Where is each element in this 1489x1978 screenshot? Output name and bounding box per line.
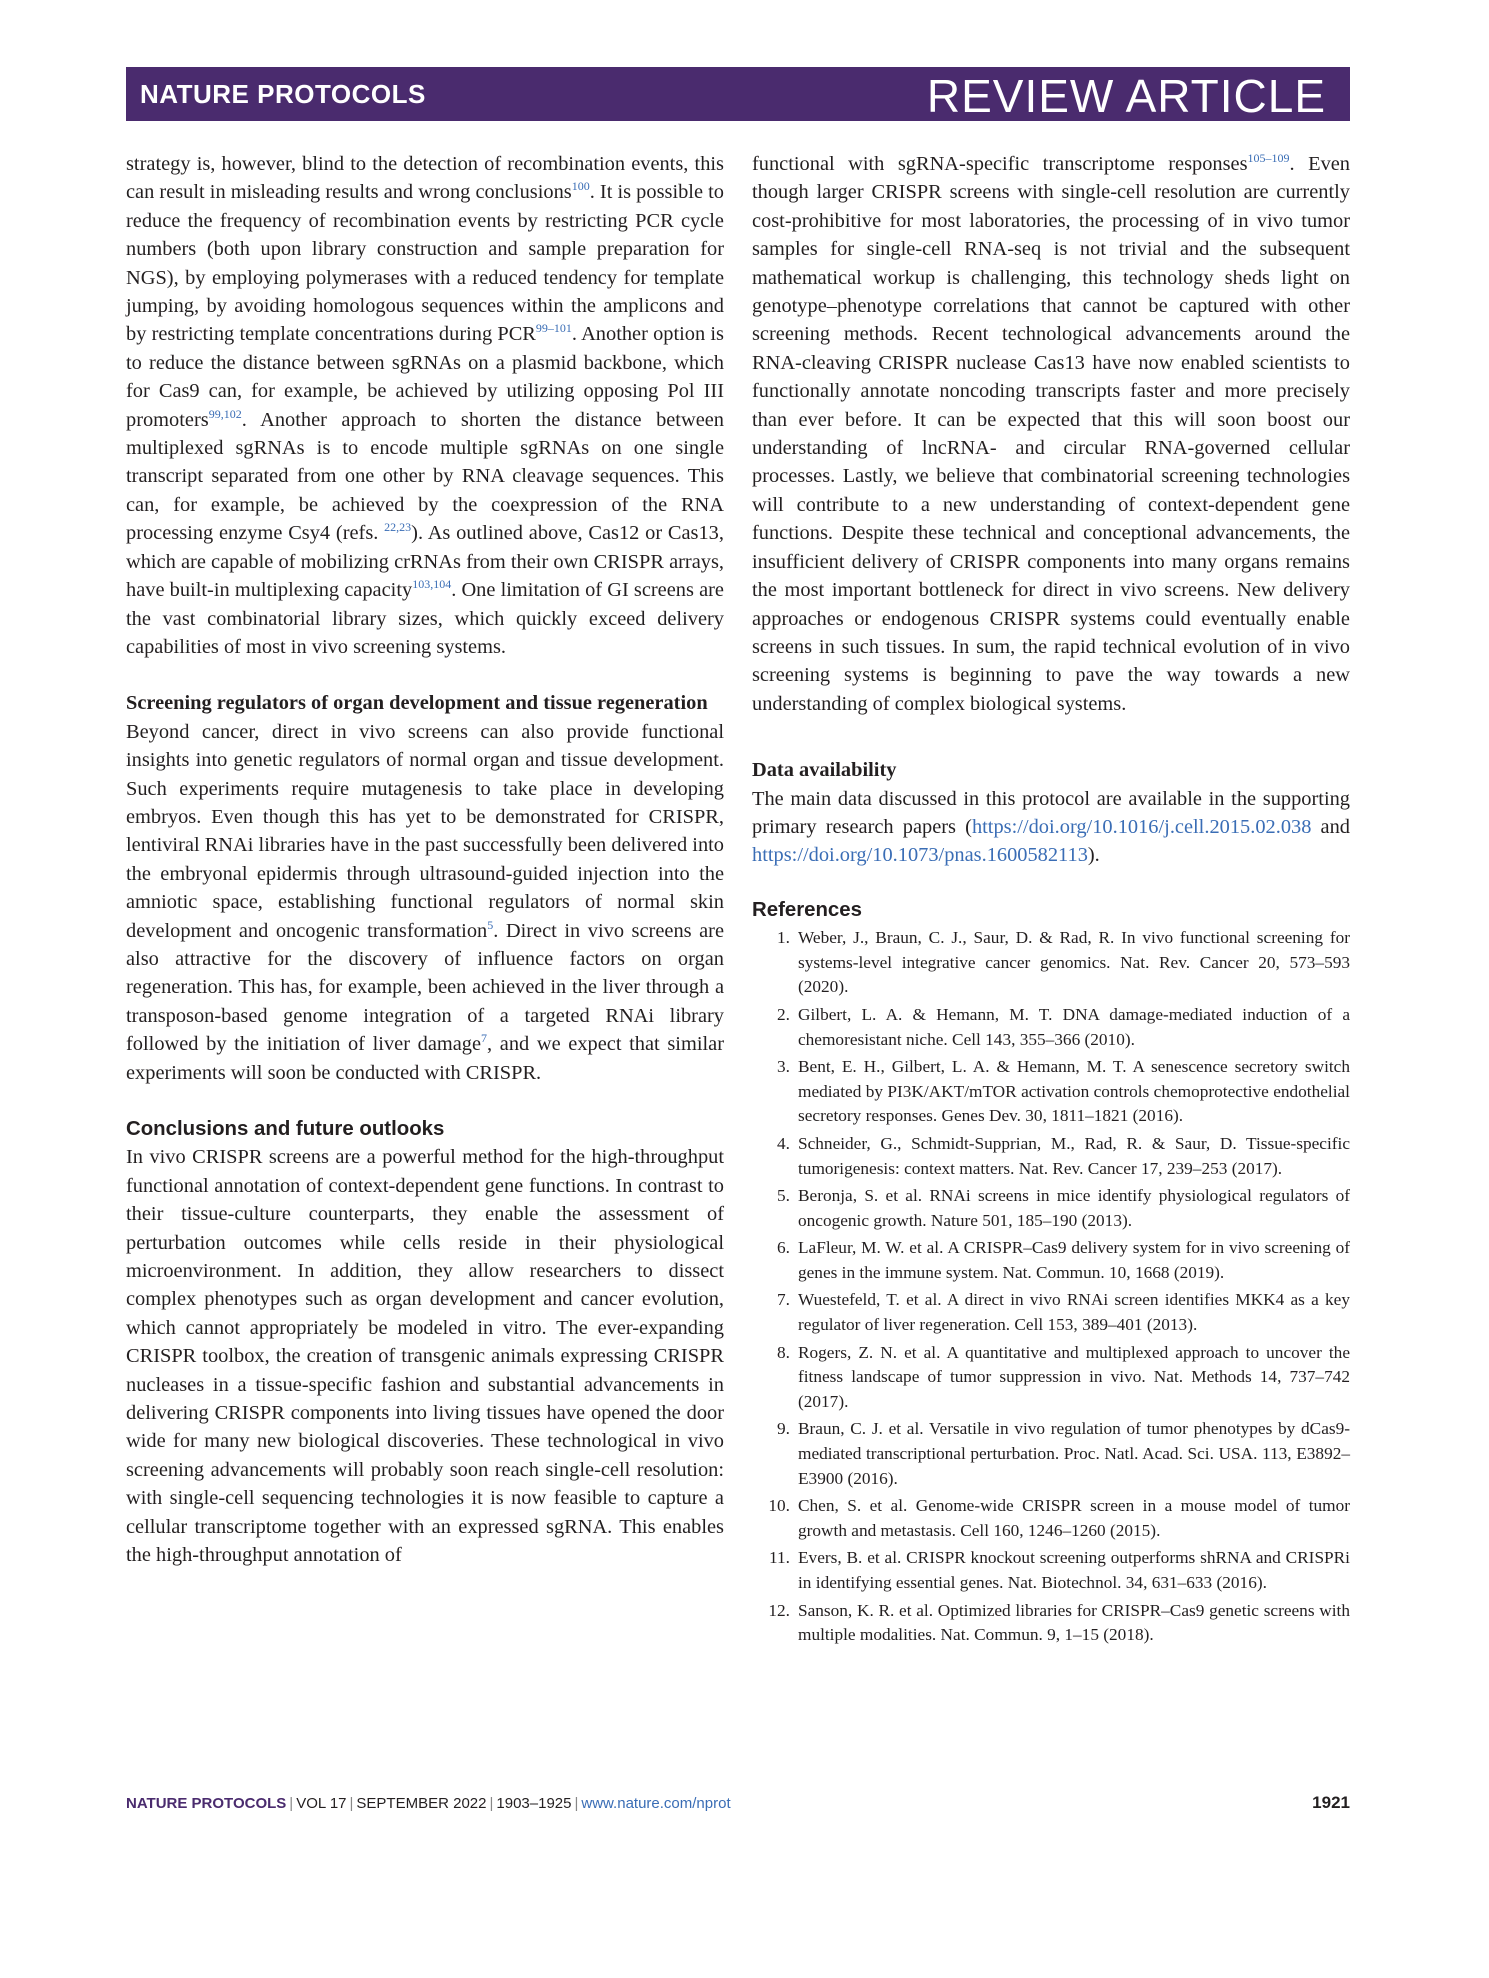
reference-number: 10. bbox=[768, 1496, 790, 1516]
reference-number: 6. bbox=[777, 1238, 790, 1258]
conclusions-paragraph: In vivo CRISPR screens are a powerful method for the high-throughput functional annotation of context-dependent gene functions. In contrast to their tissue-culture counterparts, they enable the assessment of perturbation outcomes while cells reside in their physiological microenvironment. In addition, they allow researchers to dissect complex phenotypes such as organ development and cancer evolution, which cannot appropriately be modeled in vitro. The ever-expanding CRISPR toolbox, the creation of transgenic animals expressing CRISPR nucleases in a tissue-specific fashion and substantial advancements in delivering CRISPR components into living tissues have opened the door wide for many new biological discoveries. These technological in vivo screening advancements will probably soon reach single-cell resolution: with single-cell sequencing technologies it is now feasible to capture a cellular transcriptome together with an expressed sgRNA. This enables the high-throughput annotation of bbox=[126, 1146, 724, 1567]
reference-item bbox=[752, 1003, 1350, 1052]
reference-text: Weber, J., Braun, C. J., Saur, D. & Rad, R. In vivo functional screening for systems-level integrative cancer genomics. Nat. Rev. Cancer 20, 573–593 (2020). bbox=[798, 928, 1350, 997]
left-column bbox=[126, 150, 724, 1570]
page-footer: NATURE PROTOCOLS | VOL 17 | SEPTEMBER 2022 | 1903–1925 | www.nature.com/nprot 1921 bbox=[126, 1793, 1350, 1812]
citation-link[interactable]: 99,102 bbox=[208, 406, 242, 421]
citation-link[interactable]: 105–109 bbox=[1247, 151, 1290, 166]
reference-text: Braun, C. J. et al. Versatile in vivo regulation of tumor phenotypes by dCas9-mediated transcriptional perturbation. Proc. Natl. Acad. Sci. USA. 113, E3892–E3900 (2016). bbox=[798, 1419, 1350, 1488]
reference-number: 9. bbox=[777, 1419, 790, 1439]
reference-item bbox=[752, 1546, 1350, 1595]
footer-pages: 1903–1925 bbox=[496, 1795, 572, 1812]
reference-item bbox=[752, 1599, 1350, 1648]
citation-link[interactable]: 99–101 bbox=[535, 321, 572, 336]
data-availability-paragraph: The main data discussed in this protocol are available in the supporting primary research papers (https://doi.org/10.1016/j.cell.2015.02.038 and https://doi.org/10.1073/pnas.1600582113). bbox=[752, 787, 1350, 867]
footer-journal: NATURE PROTOCOLS bbox=[126, 1795, 287, 1812]
reference-number: 1. bbox=[777, 928, 790, 948]
reference-number: 11. bbox=[769, 1548, 790, 1568]
right-column bbox=[752, 150, 1350, 1651]
footer-date: SEPTEMBER 2022 bbox=[356, 1795, 487, 1812]
reference-item bbox=[752, 1236, 1350, 1285]
conclusions-paragraph-continued: functional with sgRNA-specific transcriptome responses$^{105-109}$. Even though larger CRISPR screens with single-cell resolution are currently cost-prohibitive for most laboratories, the processing of in vivo tumor samples for single-cell RNA-seq is not trivial and the subsequent mathematical workup is challenging, this technology sheds light on genotype–phenotype correlations that cannot be captured with other screening methods. Recent technological advancements around the RNA-cleaving CRISPR nuclease Cas13 have now enabled scientists to functionally annotate noncoding transcripts faster and more precisely than ever before. It can be expected that this will soon boost our understanding of lncRNA- and circular RNA-governed cellular processes. Lastly, we believe that combinatorial screening technologies will contribute to a new understanding of context-dependent gene functions. Despite these technical and conceptional advancements, the insufficient delivery of CRISPR components into many organs remains the most important bottleneck for direct in vivo screens. New delivery approaches or endogenous CRISPR systems could eventually enable screens in such tissues. In sum, the rapid technical evolution of in vivo screening systems is beginning to pave the way towards a new understanding of complex biological systems. bbox=[752, 151, 1351, 715]
reference-text: LaFleur, M. W. et al. A CRISPR–Cas9 delivery system for in vivo screening of genes in the immune system. Nat. Commun. 10, 1668 (2019). bbox=[798, 1238, 1350, 1282]
reference-text: Rogers, Z. N. et al. A quantitative and multiplexed approach to uncover the fitness landscape of tumor suppression in vivo. Nat. Methods 14, 737–742 (2017). bbox=[798, 1342, 1350, 1411]
journal-name: NATURE PROTOCOLS bbox=[140, 79, 426, 109]
citation-link[interactable]: 7 bbox=[481, 1031, 488, 1046]
reference-text: Beronja, S. et al. RNAi screens in mice identify physiological regulators of oncogenic growth. Nature 501, 185–190 (2013). bbox=[798, 1186, 1350, 1230]
citation-link[interactable]: 103,104 bbox=[412, 577, 452, 592]
reference-number: 7. bbox=[777, 1290, 790, 1310]
reference-number: 5. bbox=[777, 1186, 790, 1206]
reference-text: Gilbert, L. A. & Hemann, M. T. DNA damage-mediated induction of a chemoresistant niche. Cell 143, 355–366 (2010). bbox=[798, 1004, 1350, 1049]
header-bar bbox=[126, 67, 1350, 121]
reference-item bbox=[752, 1417, 1350, 1491]
citation-link[interactable]: 5 bbox=[487, 917, 494, 932]
doi-link-pnas[interactable]: https://doi.org/10.1073/pnas.1600582113 bbox=[752, 844, 1088, 867]
reference-item bbox=[752, 926, 1350, 1000]
reference-list bbox=[752, 926, 1350, 1648]
reference-item bbox=[752, 1055, 1350, 1129]
reference-text: Bent, E. H., Gilbert, L. A. & Hemann, M. T. A senescence secretory switch mediated by PI3K/AKT/mTOR activation controls chemoprotective endothelial secretory responses. Genes Dev. 30, 1811–1821 (2016). bbox=[798, 1057, 1350, 1126]
reference-text: Sanson, K. R. et al. Optimized libraries for CRISPR–Cas9 genetic screens with multiple modalities. Nat. Commun. 9, 1–15 (2018). bbox=[798, 1600, 1350, 1645]
footer-url[interactable]: www.nature.com/nprot bbox=[581, 1795, 731, 1812]
reference-number: 8. bbox=[777, 1342, 790, 1362]
organ-development-paragraph: Beyond cancer, direct in vivo screens can also provide functional insights into genetic regulators of normal organ and tissue development. Such experiments require mutagenesis to take place in developing embryos. Even though this has yet to be demonstrated for CRISPR, lentiviral RNAi libraries have in the past successfully been delivered into the embryonal epidermis through ultrasound-guided injection into the amniotic space, establishing functional regulators of normal skin development and oncogenic transformation$^5$. Direct in vivo screens are also attractive for the discovery of influence factors on organ regeneration. This has, for example, been achieved in the liver through a transposon-based genome integration of a targeted RNAi library followed by the initiation of liver damage$^7$, and we expect that similar experiments will soon be conducted with CRISPR. bbox=[126, 720, 725, 1084]
reference-text: Schneider, G., Schmidt-Supprian, M., Rad, R. & Saur, D. Tissue-specific tumorigenesis: context matters. Nat. Rev. Cancer 17, 239–253 (2017). bbox=[798, 1133, 1350, 1178]
doi-link-cell[interactable]: https://doi.org/10.1016/j.cell.2015.02.038 bbox=[971, 815, 1312, 838]
reference-item bbox=[752, 1184, 1350, 1233]
footer-volume: VOL 17 bbox=[296, 1795, 347, 1812]
reference-number: 4. bbox=[777, 1133, 790, 1153]
section-heading-organ-development: Screening regulators of organ development and tissue regeneration bbox=[126, 692, 708, 715]
reference-number: 12. bbox=[768, 1600, 790, 1620]
reference-item bbox=[752, 1341, 1350, 1415]
section-heading-conclusions: Conclusions and future outlooks bbox=[126, 1118, 445, 1140]
reference-item bbox=[752, 1288, 1350, 1337]
citation-link[interactable]: 22,23 bbox=[384, 520, 412, 535]
reference-number: 2. bbox=[777, 1004, 790, 1024]
reference-text: Chen, S. et al. Genome-wide CRISPR screen in a mouse model of tumor growth and metastasis. Cell 160, 1246–1260 (2015). bbox=[798, 1496, 1350, 1540]
article-type: REVIEW ARTICLE bbox=[926, 70, 1326, 122]
citation-link[interactable]: 100 bbox=[571, 179, 590, 194]
section-heading-references: References bbox=[752, 898, 862, 921]
reference-text: Wuestefeld, T. et al. A direct in vivo RNAi screen identifies MKK4 as a key regulator of liver regeneration. Cell 153, 389–401 (2013). bbox=[798, 1290, 1350, 1335]
reference-item bbox=[752, 1494, 1350, 1543]
reference-item bbox=[752, 1132, 1350, 1181]
section-heading-data-availability: Data availability bbox=[752, 759, 897, 782]
page-number: 1921 bbox=[1312, 1793, 1350, 1812]
reference-text: Evers, B. et al. CRISPR knockout screening outperforms shRNA and CRISPRi in identifying essential genes. Nat. Biotechnol. 34, 631–633 (2016). bbox=[798, 1548, 1350, 1592]
reference-number: 3. bbox=[777, 1057, 790, 1077]
recombination-paragraph: strategy is, however, blind to the detection of recombination events, this can result in misleading results and wrong conclusions$^{100}$. It is possible to reduce the frequency of recombination events by restricting PCR cycle numbers (both upon library construction and sample preparation for NGS), by employing polymerases with a reduced tendency for template jumping, by avoiding homologous sequences within the amplicons and by restricting template concentrations during PCR$^{99-101}$. Another option is to reduce the distance between sgRNAs on a plasmid backbone, which for Cas9 can, for example, be achieved by utilizing opposing Pol III promoters$^{99,102}$. Another approach to shorten the distance between multiplexed sgRNAs is to encode multiple sgRNAs on one single transcript separated from one other by RNA cleavage sequences. This can, for example, be achieved by the coexpression of the RNA processing enzyme Csy4 (refs. $^{22,23}$). As outlined above, Cas12 or Cas13, which are capable of mobilizing crRNAs from their own CRISPR arrays, have built-in multiplexing capacity$^{103,104}$. One limitation of GI screens are the vast combinatorial library sizes, which quickly exceed delivery capabilities of most in vivo screening systems. bbox=[126, 153, 724, 658]
